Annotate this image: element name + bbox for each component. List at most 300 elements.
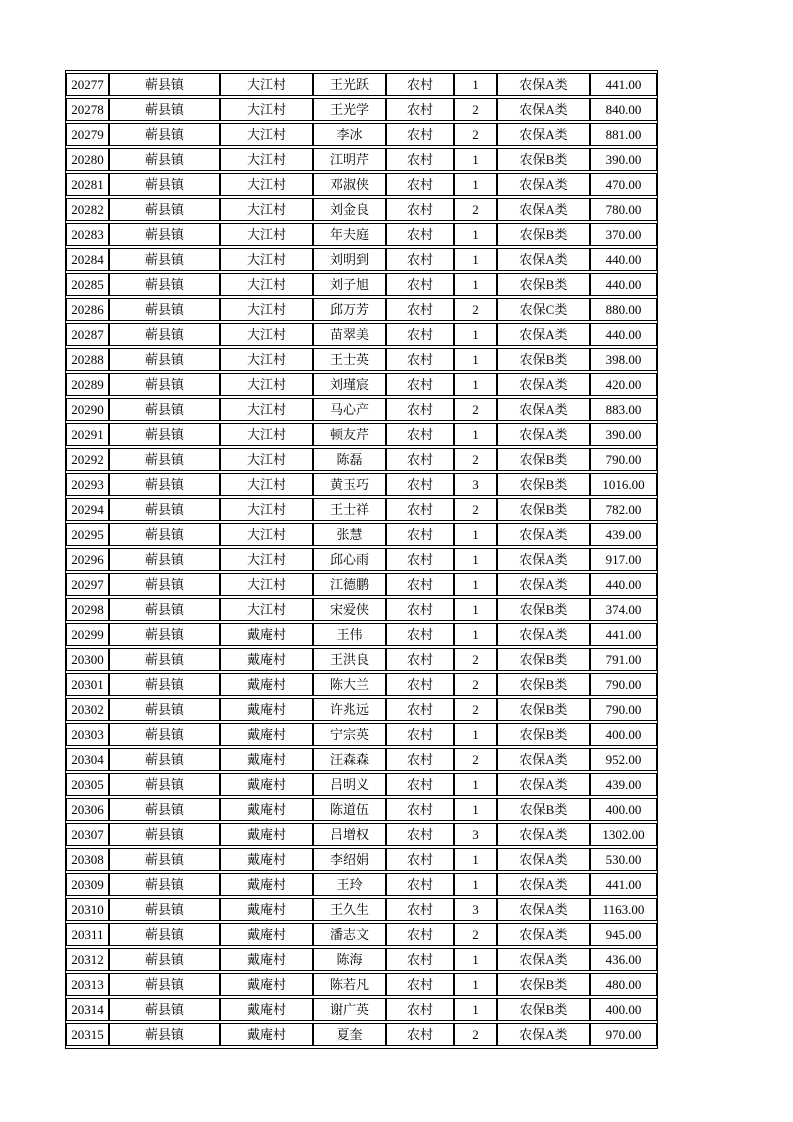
cell-person-count: 2	[454, 923, 497, 946]
cell-insurance-category: 农保A类	[497, 873, 590, 896]
cell-person-count: 1	[454, 998, 497, 1021]
cell-amount: 1163.00	[590, 898, 657, 921]
table-row	[66, 523, 657, 546]
cell-town: 蕲县镇	[109, 748, 220, 771]
cell-person-count: 2	[454, 398, 497, 421]
cell-amount: 883.00	[590, 398, 657, 421]
cell-insurance-category: 农保B类	[497, 673, 590, 696]
cell-person-count: 1	[454, 773, 497, 796]
cell-person-count: 1	[454, 598, 497, 621]
cell-person-name: 邱心雨	[313, 548, 386, 571]
cell-residence-type: 农村	[386, 748, 454, 771]
cell-person-count: 1	[454, 523, 497, 546]
cell-village: 大江村	[220, 223, 313, 246]
cell-record-id: 20282	[66, 198, 109, 221]
cell-person-name: 陈大兰	[313, 673, 386, 696]
cell-record-id: 20295	[66, 523, 109, 546]
cell-record-id: 20314	[66, 998, 109, 1021]
cell-person-count: 2	[454, 298, 497, 321]
table-row	[66, 323, 657, 346]
table-row	[66, 348, 657, 371]
cell-town: 蕲县镇	[109, 798, 220, 821]
table-row	[66, 173, 657, 196]
cell-residence-type: 农村	[386, 873, 454, 896]
cell-record-id: 20306	[66, 798, 109, 821]
cell-amount: 441.00	[590, 623, 657, 646]
cell-person-count: 2	[454, 673, 497, 696]
cell-person-name: 刘瑾宸	[313, 373, 386, 396]
cell-town: 蕲县镇	[109, 498, 220, 521]
cell-person-count: 1	[454, 948, 497, 971]
cell-insurance-category: 农保B类	[497, 498, 590, 521]
cell-record-id: 20313	[66, 973, 109, 996]
cell-amount: 1016.00	[590, 473, 657, 496]
cell-insurance-category: 农保A类	[497, 898, 590, 921]
cell-amount: 390.00	[590, 148, 657, 171]
cell-residence-type: 农村	[386, 898, 454, 921]
cell-person-count: 3	[454, 898, 497, 921]
cell-village: 大江村	[220, 248, 313, 271]
cell-town: 蕲县镇	[109, 323, 220, 346]
cell-person-count: 1	[454, 73, 497, 96]
cell-person-count: 2	[454, 98, 497, 121]
cell-person-name: 王士祥	[313, 498, 386, 521]
cell-record-id: 20310	[66, 898, 109, 921]
cell-person-name: 王玲	[313, 873, 386, 896]
table-row	[66, 773, 657, 796]
cell-amount: 436.00	[590, 948, 657, 971]
cell-amount: 390.00	[590, 423, 657, 446]
cell-insurance-category: 农保A类	[497, 248, 590, 271]
cell-record-id: 20285	[66, 273, 109, 296]
cell-record-id: 20307	[66, 823, 109, 846]
cell-village: 戴庵村	[220, 923, 313, 946]
cell-person-count: 2	[454, 748, 497, 771]
cell-amount: 952.00	[590, 748, 657, 771]
cell-town: 蕲县镇	[109, 248, 220, 271]
cell-village: 戴庵村	[220, 898, 313, 921]
cell-residence-type: 农村	[386, 848, 454, 871]
cell-amount: 370.00	[590, 223, 657, 246]
cell-amount: 470.00	[590, 173, 657, 196]
cell-residence-type: 农村	[386, 223, 454, 246]
table-row	[66, 873, 657, 896]
table-row	[66, 923, 657, 946]
cell-amount: 917.00	[590, 548, 657, 571]
cell-amount: 440.00	[590, 273, 657, 296]
cell-amount: 530.00	[590, 848, 657, 871]
table-row	[66, 98, 657, 121]
table-row	[66, 798, 657, 821]
table-row	[66, 198, 657, 221]
cell-person-name: 江明芹	[313, 148, 386, 171]
cell-person-name: 李绍娟	[313, 848, 386, 871]
cell-amount: 480.00	[590, 973, 657, 996]
table-row	[66, 223, 657, 246]
cell-residence-type: 农村	[386, 923, 454, 946]
cell-amount: 880.00	[590, 298, 657, 321]
cell-insurance-category: 农保A类	[497, 1023, 590, 1046]
cell-person-count: 1	[454, 348, 497, 371]
cell-person-count: 2	[454, 448, 497, 471]
cell-person-name: 刘明到	[313, 248, 386, 271]
cell-person-count: 1	[454, 173, 497, 196]
cell-record-id: 20284	[66, 248, 109, 271]
cell-town: 蕲县镇	[109, 1023, 220, 1046]
cell-amount: 441.00	[590, 873, 657, 896]
cell-person-name: 苗翠美	[313, 323, 386, 346]
cell-residence-type: 农村	[386, 773, 454, 796]
cell-residence-type: 农村	[386, 348, 454, 371]
cell-record-id: 20289	[66, 373, 109, 396]
cell-person-name: 黄玉巧	[313, 473, 386, 496]
table-row	[66, 448, 657, 471]
cell-person-name: 李冰	[313, 123, 386, 146]
cell-person-count: 2	[454, 198, 497, 221]
cell-residence-type: 农村	[386, 198, 454, 221]
cell-record-id: 20296	[66, 548, 109, 571]
cell-person-count: 1	[454, 798, 497, 821]
cell-person-count: 1	[454, 723, 497, 746]
cell-town: 蕲县镇	[109, 998, 220, 1021]
cell-amount: 440.00	[590, 248, 657, 271]
cell-village: 戴庵村	[220, 973, 313, 996]
cell-village: 大江村	[220, 548, 313, 571]
cell-residence-type: 农村	[386, 73, 454, 96]
cell-village: 大江村	[220, 373, 313, 396]
cell-amount: 400.00	[590, 998, 657, 1021]
table-row	[66, 648, 657, 671]
cell-amount: 1302.00	[590, 823, 657, 846]
cell-person-name: 陈磊	[313, 448, 386, 471]
cell-village: 戴庵村	[220, 673, 313, 696]
cell-person-name: 宋爱侠	[313, 598, 386, 621]
cell-village: 大江村	[220, 498, 313, 521]
cell-residence-type: 农村	[386, 1023, 454, 1046]
cell-town: 蕲县镇	[109, 598, 220, 621]
cell-amount: 420.00	[590, 373, 657, 396]
cell-town: 蕲县镇	[109, 148, 220, 171]
table-row	[66, 598, 657, 621]
cell-insurance-category: 农保B类	[497, 723, 590, 746]
cell-insurance-category: 农保B类	[497, 798, 590, 821]
table-row	[66, 548, 657, 571]
cell-village: 戴庵村	[220, 823, 313, 846]
cell-village: 戴庵村	[220, 798, 313, 821]
cell-town: 蕲县镇	[109, 573, 220, 596]
cell-residence-type: 农村	[386, 698, 454, 721]
cell-insurance-category: 农保B类	[497, 273, 590, 296]
cell-person-name: 吕增权	[313, 823, 386, 846]
cell-record-id: 20298	[66, 598, 109, 621]
cell-residence-type: 农村	[386, 973, 454, 996]
cell-town: 蕲县镇	[109, 623, 220, 646]
cell-residence-type: 农村	[386, 623, 454, 646]
cell-insurance-category: 农保B类	[497, 223, 590, 246]
cell-person-count: 2	[454, 698, 497, 721]
cell-town: 蕲县镇	[109, 723, 220, 746]
cell-amount: 440.00	[590, 573, 657, 596]
cell-record-id: 20293	[66, 473, 109, 496]
cell-person-count: 3	[454, 823, 497, 846]
cell-person-count: 1	[454, 148, 497, 171]
cell-insurance-category: 农保A类	[497, 173, 590, 196]
cell-village: 戴庵村	[220, 773, 313, 796]
cell-person-name: 谢广英	[313, 998, 386, 1021]
cell-amount: 970.00	[590, 1023, 657, 1046]
cell-person-name: 潘志文	[313, 923, 386, 946]
cell-person-count: 2	[454, 1023, 497, 1046]
cell-town: 蕲县镇	[109, 448, 220, 471]
cell-record-id: 20288	[66, 348, 109, 371]
cell-town: 蕲县镇	[109, 673, 220, 696]
cell-town: 蕲县镇	[109, 223, 220, 246]
cell-residence-type: 农村	[386, 323, 454, 346]
cell-person-count: 1	[454, 548, 497, 571]
cell-insurance-category: 农保A类	[497, 748, 590, 771]
cell-residence-type: 农村	[386, 798, 454, 821]
cell-amount: 790.00	[590, 673, 657, 696]
cell-residence-type: 农村	[386, 548, 454, 571]
cell-insurance-category: 农保B类	[497, 473, 590, 496]
cell-person-name: 夏奎	[313, 1023, 386, 1046]
cell-insurance-category: 农保A类	[497, 848, 590, 871]
cell-insurance-category: 农保A类	[497, 398, 590, 421]
table-row	[66, 673, 657, 696]
cell-insurance-category: 农保A类	[497, 623, 590, 646]
cell-village: 戴庵村	[220, 698, 313, 721]
cell-person-count: 2	[454, 648, 497, 671]
table-row	[66, 73, 657, 96]
cell-town: 蕲县镇	[109, 548, 220, 571]
cell-record-id: 20312	[66, 948, 109, 971]
cell-village: 大江村	[220, 398, 313, 421]
cell-amount: 374.00	[590, 598, 657, 621]
cell-person-name: 王光学	[313, 98, 386, 121]
cell-residence-type: 农村	[386, 823, 454, 846]
cell-record-id: 20304	[66, 748, 109, 771]
cell-person-count: 1	[454, 248, 497, 271]
cell-record-id: 20279	[66, 123, 109, 146]
cell-town: 蕲县镇	[109, 473, 220, 496]
cell-person-count: 1	[454, 973, 497, 996]
cell-person-count: 3	[454, 473, 497, 496]
cell-record-id: 20294	[66, 498, 109, 521]
cell-village: 戴庵村	[220, 948, 313, 971]
cell-amount: 398.00	[590, 348, 657, 371]
cell-insurance-category: 农保A类	[497, 73, 590, 96]
cell-amount: 881.00	[590, 123, 657, 146]
cell-town: 蕲县镇	[109, 348, 220, 371]
records-table-body	[66, 73, 657, 1046]
cell-residence-type: 农村	[386, 248, 454, 271]
table-row	[66, 298, 657, 321]
cell-person-name: 刘金良	[313, 198, 386, 221]
cell-person-name: 邓淑侠	[313, 173, 386, 196]
cell-town: 蕲县镇	[109, 873, 220, 896]
cell-person-count: 1	[454, 848, 497, 871]
cell-village: 大江村	[220, 573, 313, 596]
cell-village: 大江村	[220, 73, 313, 96]
cell-residence-type: 农村	[386, 148, 454, 171]
cell-insurance-category: 农保A类	[497, 823, 590, 846]
cell-person-name: 王伟	[313, 623, 386, 646]
cell-amount: 790.00	[590, 448, 657, 471]
cell-residence-type: 农村	[386, 948, 454, 971]
cell-residence-type: 农村	[386, 723, 454, 746]
cell-insurance-category: 农保A类	[497, 523, 590, 546]
insurance-roster-table	[65, 70, 658, 1049]
cell-town: 蕲县镇	[109, 123, 220, 146]
cell-record-id: 20300	[66, 648, 109, 671]
cell-insurance-category: 农保A类	[497, 373, 590, 396]
cell-village: 大江村	[220, 448, 313, 471]
cell-person-name: 年夫庭	[313, 223, 386, 246]
cell-town: 蕲县镇	[109, 298, 220, 321]
cell-amount: 440.00	[590, 323, 657, 346]
cell-record-id: 20292	[66, 448, 109, 471]
cell-village: 大江村	[220, 473, 313, 496]
cell-insurance-category: 农保A类	[497, 198, 590, 221]
cell-insurance-category: 农保B类	[497, 698, 590, 721]
cell-person-count: 1	[454, 373, 497, 396]
cell-person-name: 陈若凡	[313, 973, 386, 996]
cell-amount: 400.00	[590, 798, 657, 821]
cell-village: 大江村	[220, 523, 313, 546]
cell-residence-type: 农村	[386, 998, 454, 1021]
cell-person-name: 江德鹏	[313, 573, 386, 596]
cell-insurance-category: 农保A类	[497, 323, 590, 346]
cell-insurance-category: 农保B类	[497, 998, 590, 1021]
cell-village: 大江村	[220, 298, 313, 321]
cell-residence-type: 农村	[386, 448, 454, 471]
cell-record-id: 20280	[66, 148, 109, 171]
cell-amount: 945.00	[590, 923, 657, 946]
cell-person-count: 2	[454, 123, 497, 146]
table-row	[66, 698, 657, 721]
cell-person-count: 1	[454, 573, 497, 596]
cell-residence-type: 农村	[386, 573, 454, 596]
cell-residence-type: 农村	[386, 473, 454, 496]
cell-village: 戴庵村	[220, 873, 313, 896]
cell-amount: 782.00	[590, 498, 657, 521]
cell-residence-type: 农村	[386, 373, 454, 396]
cell-person-name: 王士英	[313, 348, 386, 371]
cell-village: 戴庵村	[220, 648, 313, 671]
cell-record-id: 20286	[66, 298, 109, 321]
cell-village: 戴庵村	[220, 998, 313, 1021]
cell-residence-type: 农村	[386, 523, 454, 546]
cell-town: 蕲县镇	[109, 198, 220, 221]
cell-person-count: 1	[454, 223, 497, 246]
cell-town: 蕲县镇	[109, 398, 220, 421]
cell-insurance-category: 农保A类	[497, 923, 590, 946]
cell-person-name: 张慧	[313, 523, 386, 546]
table-row	[66, 1023, 657, 1046]
cell-residence-type: 农村	[386, 273, 454, 296]
cell-village: 大江村	[220, 123, 313, 146]
cell-residence-type: 农村	[386, 498, 454, 521]
table-row	[66, 748, 657, 771]
table-row	[66, 973, 657, 996]
cell-insurance-category: 农保B类	[497, 973, 590, 996]
cell-village: 大江村	[220, 423, 313, 446]
cell-insurance-category: 农保A类	[497, 573, 590, 596]
cell-town: 蕲县镇	[109, 648, 220, 671]
table-row	[66, 723, 657, 746]
cell-insurance-category: 农保C类	[497, 298, 590, 321]
cell-residence-type: 农村	[386, 598, 454, 621]
cell-residence-type: 农村	[386, 298, 454, 321]
cell-person-name: 王洪良	[313, 648, 386, 671]
table-row	[66, 473, 657, 496]
cell-amount: 780.00	[590, 198, 657, 221]
table-row	[66, 373, 657, 396]
cell-residence-type: 农村	[386, 173, 454, 196]
cell-village: 戴庵村	[220, 623, 313, 646]
cell-town: 蕲县镇	[109, 948, 220, 971]
cell-person-name: 顿友芹	[313, 423, 386, 446]
cell-town: 蕲县镇	[109, 898, 220, 921]
cell-town: 蕲县镇	[109, 423, 220, 446]
table-row	[66, 398, 657, 421]
table-row	[66, 498, 657, 521]
cell-person-name: 汪森森	[313, 748, 386, 771]
cell-record-id: 20303	[66, 723, 109, 746]
cell-person-count: 2	[454, 498, 497, 521]
cell-residence-type: 农村	[386, 673, 454, 696]
cell-town: 蕲县镇	[109, 73, 220, 96]
cell-record-id: 20302	[66, 698, 109, 721]
cell-record-id: 20277	[66, 73, 109, 96]
table-row	[66, 998, 657, 1021]
cell-village: 戴庵村	[220, 723, 313, 746]
cell-insurance-category: 农保B类	[497, 448, 590, 471]
cell-record-id: 20311	[66, 923, 109, 946]
cell-village: 戴庵村	[220, 1023, 313, 1046]
cell-village: 大江村	[220, 323, 313, 346]
cell-record-id: 20308	[66, 848, 109, 871]
cell-person-count: 1	[454, 623, 497, 646]
cell-town: 蕲县镇	[109, 923, 220, 946]
table-row	[66, 273, 657, 296]
cell-town: 蕲县镇	[109, 98, 220, 121]
cell-town: 蕲县镇	[109, 773, 220, 796]
table-row	[66, 823, 657, 846]
table-row	[66, 898, 657, 921]
cell-village: 大江村	[220, 148, 313, 171]
cell-amount: 400.00	[590, 723, 657, 746]
cell-record-id: 20305	[66, 773, 109, 796]
cell-insurance-category: 农保A类	[497, 548, 590, 571]
cell-village: 大江村	[220, 98, 313, 121]
cell-insurance-category: 农保A类	[497, 948, 590, 971]
cell-amount: 439.00	[590, 523, 657, 546]
table-row	[66, 148, 657, 171]
cell-record-id: 20315	[66, 1023, 109, 1046]
cell-residence-type: 农村	[386, 423, 454, 446]
cell-record-id: 20299	[66, 623, 109, 646]
cell-village: 大江村	[220, 598, 313, 621]
cell-record-id: 20301	[66, 673, 109, 696]
cell-town: 蕲县镇	[109, 848, 220, 871]
cell-record-id: 20309	[66, 873, 109, 896]
cell-insurance-category: 农保A类	[497, 123, 590, 146]
cell-person-name: 陈海	[313, 948, 386, 971]
cell-person-name: 王久生	[313, 898, 386, 921]
cell-record-id: 20291	[66, 423, 109, 446]
table-row	[66, 123, 657, 146]
